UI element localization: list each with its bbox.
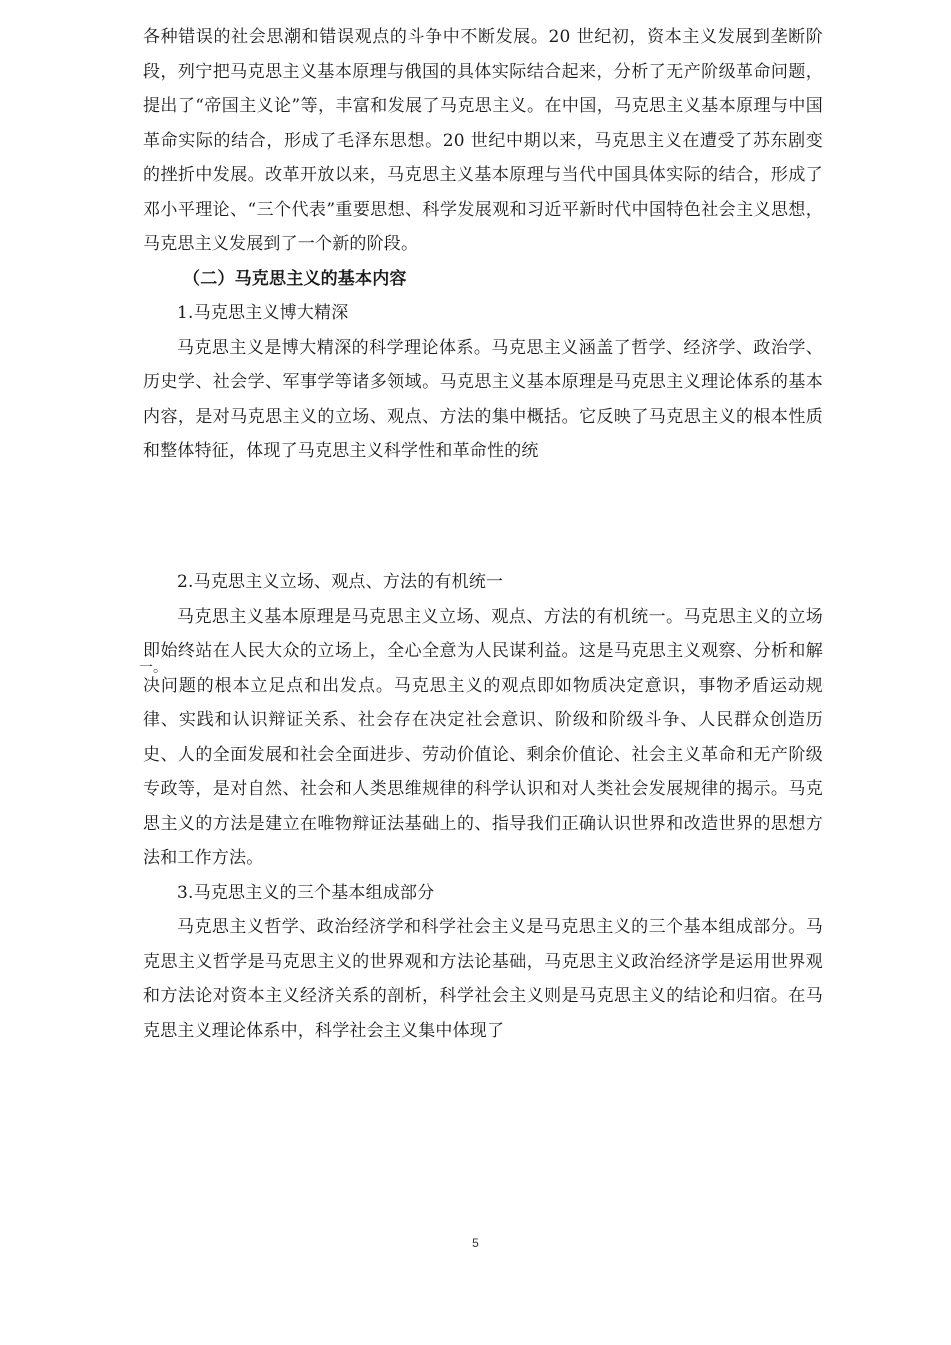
page-number: 5: [472, 1236, 479, 1250]
subsection-body-1: 马克思主义是博大精深的科学理论体系。马克思主义涵盖了哲学、经济学、政治学、历史学、社会学、军事学等诸多领域。马克思主义基本原理是马克思主义理论体系的基本内容，是对马克思主义的立场、观点、方法的集中概括。它反映了马克思主义的根本性质和整体特征，体现了马克思主义科学性和革命性的统: [143, 337, 823, 461]
subsection-title-1: 1.马克思主义博大精深: [177, 303, 349, 323]
stray-text-fragment: 一。: [139, 660, 167, 676]
subsection-title-2: 2.马克思主义立场、观点、方法的有机统一: [177, 572, 504, 592]
text-block-lower: [143, 565, 823, 1048]
paragraph-continued: 各种错误的社会思潮和错误观点的斗争中不断发展。20 世纪初，资本主义发展到垄断阶段，列宁把马克思主义基本原理与俄国的具体实际结合起来，分析了无产阶级革命问题，提出了“帝国主义论”等，丰富和发展了马克思主义。在中国，马克思主义基本原理与中国革命实际的结合，形成了毛泽东思想。20 世纪中期以来，马克思主义在遭受了苏东剧变的挫折中发展。改革开放以来，马克思主义基本原理与当代中国具体实际的结合，形成了邓小平理论、“三个代表”重要思想、科学发展观和习近平新时代中国特色社会主义思想，马克思主义发展到了一个新的阶段。: [143, 27, 823, 254]
subsection-body-2: 马克思主义基本原理是马克思主义立场、观点、方法的有机统一。马克思主义的立场即始终站在人民大众的立场上，全心全意为人民谋利益。这是马克思主义观察、分析和解决问题的根本立足点和出发点。马克思主义的观点即如物质决定意识，事物矛盾运动规律、实践和认识辩证关系、社会存在决定社会意识、阶级和阶级斗争、人民群众创造历史、人的全面发展和社会全面进步、劳动价值论、剩余价值论、社会主义革命和无产阶级专政等，是对自然、社会和人类思维规律的科学认识和对人类社会发展规律的揭示。马克思主义的方法是建立在唯物辩证法基础上的、指导我们正确认识世界和改造世界的思想方法和工作方法。: [143, 606, 823, 868]
subsection-title-3: 3.马克思主义的三个基本组成部分: [177, 882, 435, 903]
text-block-upper: [143, 20, 823, 469]
section-heading: （二）马克思主义的基本内容: [183, 268, 407, 289]
subsection-body-3: 马克思主义哲学、政治经济学和科学社会主义是马克思主义的三个基本组成部分。马克思主义哲学是马克思主义的世界观和方法论基础，马克思主义政治经济学是运用世界观和方法论对资本主义经济关系的剖析，科学社会主义则是马克思主义的结论和归宿。在马克思主义理论体系中，科学社会主义集中体现了: [143, 917, 823, 1041]
